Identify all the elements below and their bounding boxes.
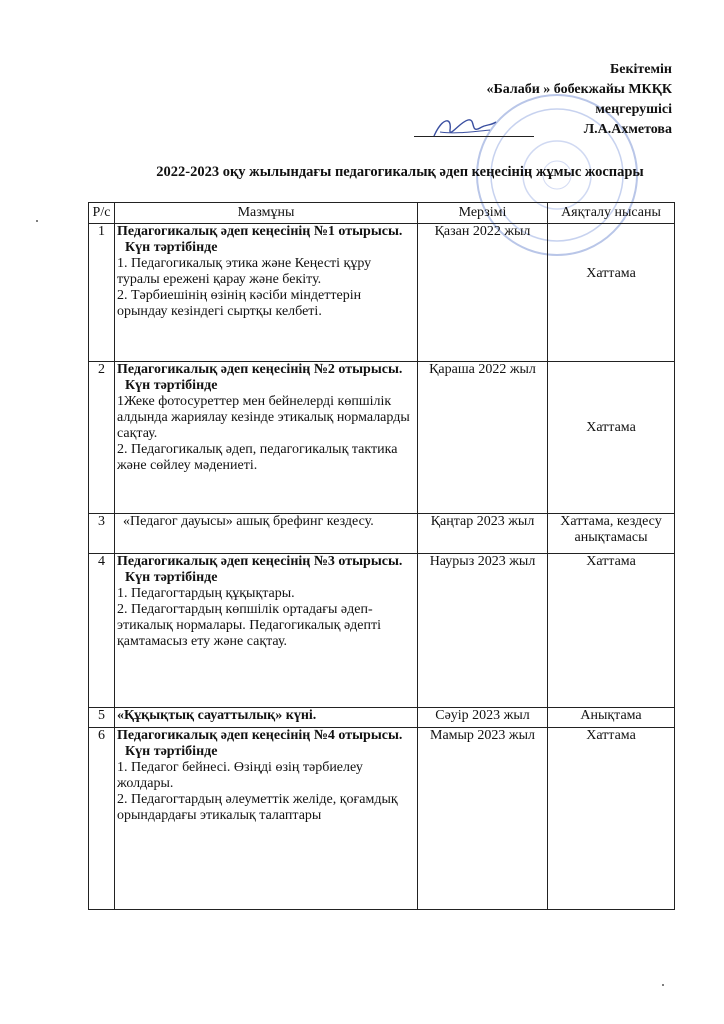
table-header-row: [89, 203, 675, 224]
row-content: [115, 728, 418, 910]
row-completion-form: Хаттама, кездесу анықтамасы: [548, 514, 675, 554]
header-number: Р/с: [89, 203, 115, 224]
agenda-label: Күн тәртібінде: [125, 240, 218, 255]
row-content: «Педагог дауысы» ашық брефинг кездесу.: [115, 514, 418, 554]
scan-dot: [36, 220, 38, 222]
approval-line-organization: «Балаби » бобекжайы МКҚК: [486, 82, 672, 97]
meeting-heading: Педагогикалық әдеп кеңесінің №3 отырысы.: [117, 554, 403, 569]
table-row: [89, 224, 675, 362]
agenda-item: 1. Педагог бейнесі. Өзіңді өзің тәрбиелеу жолдары.: [117, 760, 363, 791]
signature-row: [372, 120, 672, 140]
approval-block: [372, 60, 672, 140]
agenda-item: 1Жеке фотосуреттер мен бейнелерді көпшілік алдында жариялау кезінде этикалық нормаларды сақтау.: [117, 394, 410, 441]
agenda-item: 2. Педагогтардың әлеуметтік желіде, қоғамдық орындардағы этикалық талаптары: [117, 792, 398, 823]
header-content: Мазмұны: [115, 203, 418, 224]
row-deadline: Қараша 2022 жыл: [418, 362, 548, 514]
approval-line-position: меңгерушісі: [595, 102, 672, 117]
row-completion-form: Хаттама: [548, 728, 675, 910]
agenda-item: 1. Педагогикалық этика және Кеңесті құру туралы ережені қарау және бекіту.: [117, 256, 372, 287]
header-completion-form: Аяқталу нысаны: [548, 203, 675, 224]
row-completion-form: Хаттама: [548, 362, 675, 514]
event-title: «Құқықтық сауаттылық» күні.: [117, 708, 317, 723]
table-row: [89, 728, 675, 910]
row-content: [115, 708, 418, 728]
row-content: [115, 224, 418, 362]
approval-line-approve: Бекітемін: [609, 62, 672, 77]
agenda-item: 1. Педагогтардың құқықтары.: [117, 586, 295, 601]
row-deadline: Қаңтар 2023 жыл: [418, 514, 548, 554]
scan-dot: [662, 984, 664, 986]
handwritten-signature: [430, 112, 500, 142]
row-number: 5: [89, 708, 115, 728]
row-number: 3: [89, 514, 115, 554]
table-row: [89, 554, 675, 708]
plan-table: [88, 202, 675, 910]
row-deadline: Мамыр 2023 жыл: [418, 728, 548, 910]
agenda-item: 2. Педагогикалық әдеп, педагогикалық тактика және сөйлеу мәдениеті.: [117, 442, 398, 473]
row-completion-form: Хаттама: [548, 224, 675, 362]
table-row: [89, 362, 675, 514]
row-content: [115, 554, 418, 708]
row-deadline: Сәуір 2023 жыл: [418, 708, 548, 728]
meeting-heading: Педагогикалық әдеп кеңесінің №4 отырысы.: [117, 728, 403, 743]
row-completion-form: Хаттама: [548, 554, 675, 708]
agenda-item: 2. Тәрбиешінің өзінің кәсіби міндеттерін орындау кезіндегі сыртқы келбеті.: [117, 288, 362, 319]
approval-line-name: Л.А.Ахметова: [583, 122, 672, 137]
header-deadline: Мерзімі: [418, 203, 548, 224]
document-title: 2022-2023 оқу жылындағы педагогикалық әдеп кеңесінің жұмыс жоспары: [156, 164, 644, 180]
row-completion-form: Анықтама: [548, 708, 675, 728]
row-deadline: Қазан 2022 жыл: [418, 224, 548, 362]
row-content: [115, 362, 418, 514]
row-number: 4: [89, 554, 115, 708]
row-number: 6: [89, 728, 115, 910]
meeting-heading: Педагогикалық әдеп кеңесінің №2 отырысы.: [117, 362, 403, 377]
table-row: [89, 708, 675, 728]
agenda-label: Күн тәртібінде: [125, 570, 218, 585]
meeting-heading: Педагогикалық әдеп кеңесінің №1 отырысы.: [117, 224, 403, 239]
agenda-item: 2. Педагогтардың көпшілік ортадағы әдеп-этикалық нормалары. Педагогикалық әдепті қамтамасыз ету және сақтау.: [117, 602, 382, 649]
row-number: 1: [89, 224, 115, 362]
table-row: [89, 514, 675, 554]
agenda-label: Күн тәртібінде: [125, 744, 218, 759]
row-number: 2: [89, 362, 115, 514]
agenda-label: Күн тәртібінде: [125, 378, 218, 393]
row-deadline: Наурыз 2023 жыл: [418, 554, 548, 708]
